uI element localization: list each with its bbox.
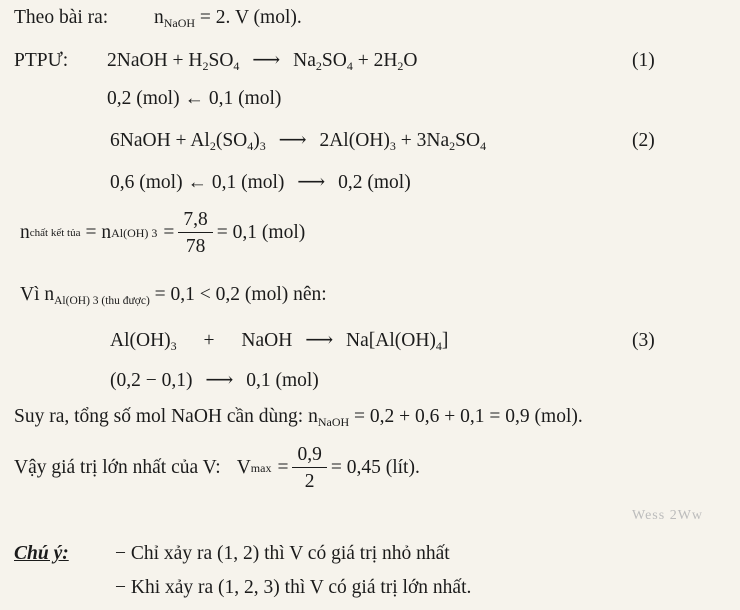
note-label: Chú ý:: [14, 543, 69, 564]
reaction-3-moles: (0,2 − 0,1) ⟶ 0,1 (mol): [110, 370, 319, 391]
vmax-line: Vậy giá trị lớn nhất của V: V max = $\frac{0,9}{2}$ = 0,45 (lít).: [14, 443, 420, 492]
reaction-1: 2NaOH + $H_2SO_4$ ⟶ $Na_2SO_4 + 2H_2O$: [107, 50, 418, 73]
reaction-1-number: (1): [632, 50, 655, 71]
reaction-2: 6NaOH + $Al_2(SO_4)_3$ ⟶ $2Al(OH)_3 + 3Na_2SO_4$: [110, 130, 487, 153]
precipitate-equation: n chất kết tủa = n Al(OH) 3 = $\frac{7,8}{78}$ = 0,1 (mol): [20, 208, 306, 257]
given-line: Theo bài ra: $n_{NaOH} = 2$. V (mol).: [14, 7, 302, 30]
arrow-icon: ⟶: [252, 50, 281, 71]
faded-mark: Wess 2Ww: [632, 508, 704, 523]
arrow-icon: ⟶: [297, 172, 326, 193]
fraction: $\frac{7,8}{78}$: [178, 210, 212, 257]
note-line-1: − Chỉ xảy ra (1, 2) thì V có giá trị nhỏ nhất: [115, 543, 450, 564]
fraction: $\frac{0,9}{2}$: [292, 445, 326, 492]
arrow-icon: ⟶: [205, 370, 234, 391]
reaction-3-number: (3): [632, 330, 655, 351]
reaction-2-moles: 0,6 (mol) ← 0,1 (mol) ⟶ 0,2 (mol): [110, 172, 411, 193]
reaction-1-moles: 0,2 (mol) ← 0,1 (mol): [107, 88, 282, 109]
reaction-2-number: (2): [632, 130, 655, 151]
reaction-3: $Al(OH)_3$ + NaOH ⟶ $Na[Al(OH)_4]$: [110, 330, 449, 353]
total-line: Suy ra, tổng số mol NaOH cần dùng: $n_{NaOH} = 0,2 + 0,6 + 0,1 = 0,9$ (mol).: [14, 406, 583, 429]
since-line: Vì $n_{Al(OH) 3 (thu được)} = 0,1 < 0,2$ (mol) nên:: [20, 284, 327, 307]
note-line-2: − Khi xảy ra (1, 2, 3) thì V có giá trị lớn nhất.: [115, 577, 472, 598]
arrow-icon: ⟶: [305, 330, 334, 351]
ptpu-label: PTPƯ:: [14, 50, 69, 71]
arrow-icon: ⟶: [278, 130, 307, 151]
